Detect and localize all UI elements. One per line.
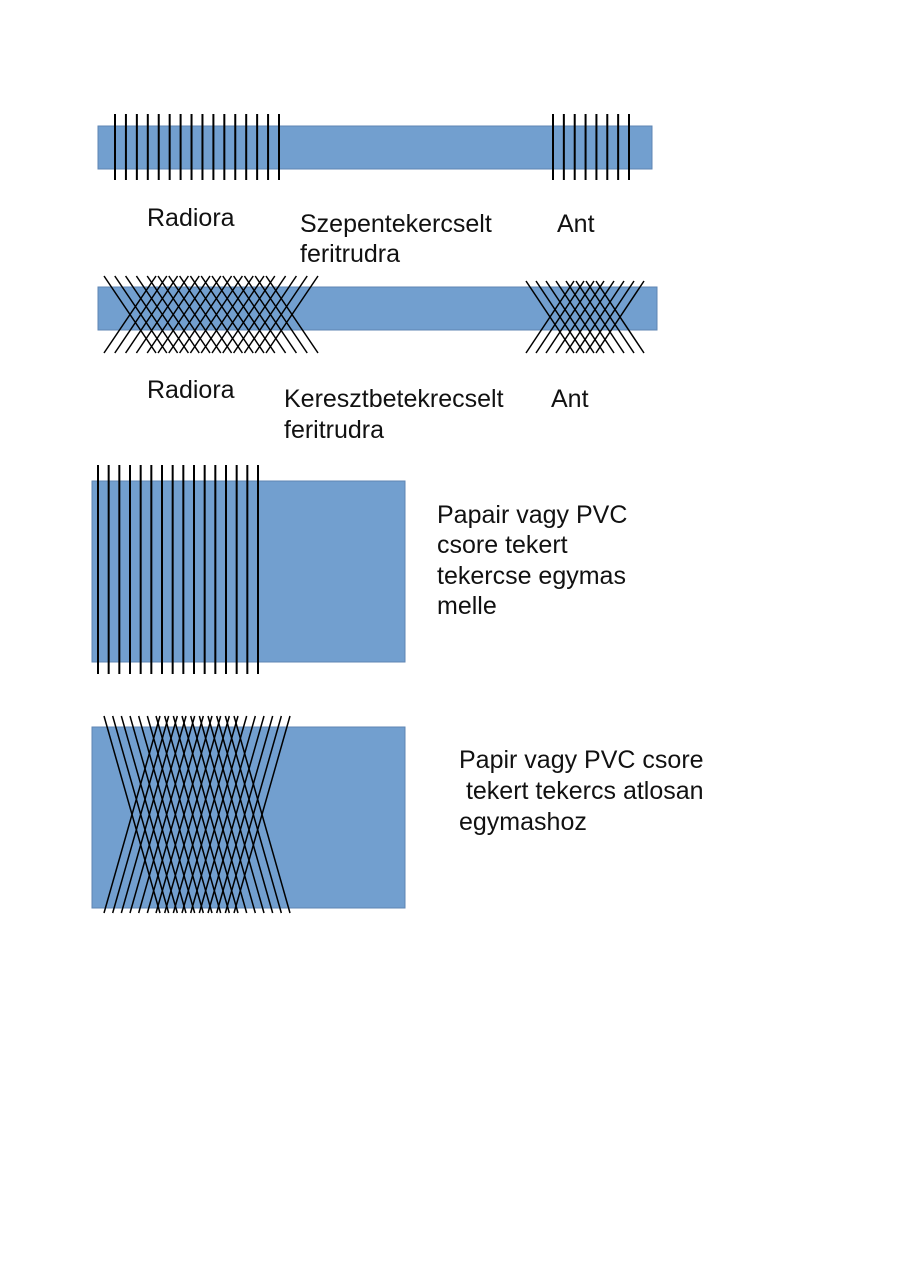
caption-line-2: csore tekert xyxy=(437,531,568,559)
label-ant: Ant xyxy=(551,385,589,413)
caption-line-3: egymashoz xyxy=(459,808,587,836)
figure-straight-wound-rod xyxy=(98,114,652,268)
tube-form xyxy=(92,481,405,662)
caption-line-1: Papir vagy PVC csore xyxy=(459,746,704,774)
figure-side-by-side-tube-coil xyxy=(92,465,627,674)
label-radio: Radiora xyxy=(147,204,235,232)
label-rod-line-2: feritrudra xyxy=(300,240,401,268)
figure-cross-wound-rod xyxy=(98,276,657,444)
label-ant: Ant xyxy=(557,210,595,238)
caption-line-3: tekercse egymas xyxy=(437,562,626,590)
figure-diagonal-tube-coil xyxy=(92,716,704,913)
caption-line-1: Papair vagy PVC xyxy=(437,501,628,529)
label-radio: Radiora xyxy=(147,376,235,404)
label-rod-line-2: feritrudra xyxy=(284,416,385,444)
caption-line-4: melle xyxy=(437,592,497,620)
ferrite-rod xyxy=(98,287,657,330)
label-rod-line-1: Keresztbetekrecselt xyxy=(284,385,504,413)
label-rod-line-1: Szepentekercselt xyxy=(300,210,492,238)
caption-line-2: tekert tekercs atlosan xyxy=(459,777,704,805)
